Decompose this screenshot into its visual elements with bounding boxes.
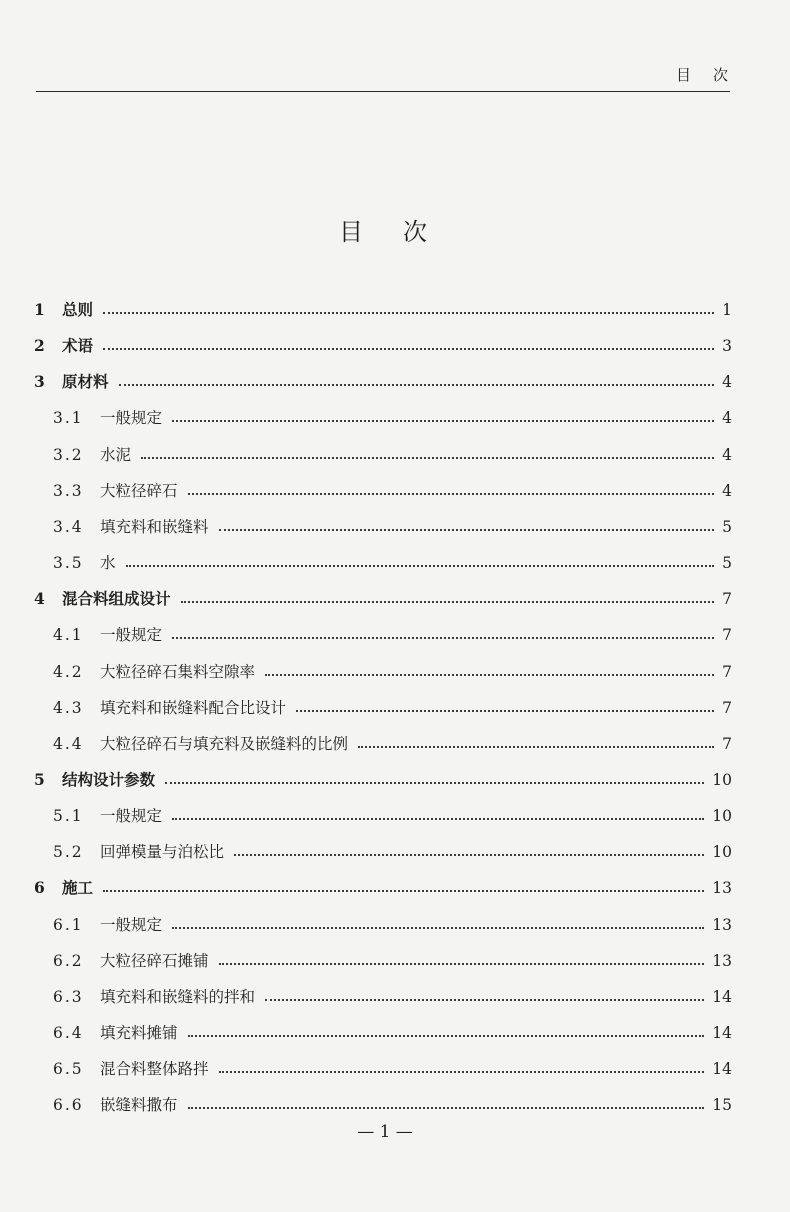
toc-entry-title: 大粒径碎石集料空隙率 (100, 662, 256, 681)
toc-entry-page: 7 (722, 734, 732, 753)
toc-entry-leader (188, 1035, 704, 1037)
toc-entry[interactable] (0, 509, 790, 545)
toc-entry-title: 总则 (62, 301, 94, 319)
toc-entry[interactable] (0, 400, 790, 436)
toc-entry-page: 5 (722, 517, 732, 536)
toc-entry[interactable] (0, 762, 790, 798)
toc-entry[interactable] (0, 690, 790, 726)
toc-entry[interactable] (0, 437, 790, 473)
toc-entry[interactable] (0, 1087, 790, 1123)
header-rule (36, 91, 730, 92)
toc-entry-title: 大粒径碎石摊铺 (100, 951, 209, 970)
toc-entry-page: 10 (712, 807, 732, 826)
toc-entry-page: 7 (722, 662, 732, 681)
toc-entry-number: 4 (34, 589, 45, 609)
toc-entry[interactable] (0, 617, 790, 653)
toc-entry-page: 4 (722, 481, 732, 500)
toc-entry-number: 1 (34, 300, 45, 319)
toc-entry[interactable] (0, 1015, 790, 1051)
toc-entry-leader (219, 1071, 704, 1073)
toc-entry[interactable] (0, 581, 790, 617)
toc-entry-page: 14 (712, 1024, 732, 1042)
toc-entry-title: 混合料组成设计 (62, 590, 171, 609)
toc-entry-leader (103, 312, 714, 314)
toc-entry-leader (358, 746, 714, 748)
toc-entry-title: 填充料和嵌缝料 (100, 517, 209, 536)
toc-entry-title: 水 (100, 554, 116, 573)
toc-entry-page: 14 (712, 1060, 732, 1079)
toc-entry-page: 7 (722, 698, 732, 717)
toc-entry-number: 4.2 (53, 662, 84, 681)
toc-entry-leader (296, 710, 714, 712)
toc-entry[interactable] (0, 1051, 790, 1087)
toc-entry-number: 5.2 (53, 843, 84, 862)
toc-entry-number: 3.3 (53, 481, 84, 500)
toc-entry-leader (188, 493, 714, 495)
toc-entry-number: 3.5 (53, 554, 84, 573)
toc-entry-number: 4.3 (53, 698, 84, 717)
toc-entry-leader (103, 348, 714, 350)
toc-entry-number: 4.1 (53, 626, 84, 645)
toc-entry-page: 13 (712, 879, 732, 898)
toc-entry-title: 原材料 (62, 373, 109, 392)
toc-entry-title: 填充料摊铺 (100, 1024, 178, 1042)
toc-entry[interactable] (0, 907, 790, 943)
toc-entry-title: 一般规定 (100, 409, 163, 428)
toc-entry-number: 6.2 (53, 951, 84, 970)
toc-entry[interactable] (0, 292, 790, 328)
toc-entry-number: 6.5 (53, 1060, 84, 1079)
toc-entry-leader (103, 890, 704, 892)
toc-entry-page: 7 (722, 590, 732, 609)
toc-entry-title: 大粒径碎石 (100, 481, 178, 500)
toc-entry[interactable] (0, 654, 790, 690)
toc-entry[interactable] (0, 870, 790, 906)
toc-entry-number: 3 (34, 372, 45, 392)
toc-entry[interactable] (0, 979, 790, 1015)
toc-entry-number: 6.6 (53, 1096, 84, 1115)
toc-entry-page: 3 (722, 337, 732, 356)
toc-entry[interactable] (0, 364, 790, 400)
toc-entry-leader (119, 384, 714, 386)
toc-entry-title: 大粒径碎石与填充料及嵌缝料的比例 (100, 734, 349, 753)
toc-entry[interactable] (0, 328, 790, 364)
page-title-right: 次 (403, 218, 427, 246)
page-title-left: 目 (339, 218, 363, 246)
toc-entry-leader (126, 565, 714, 567)
toc-entry-title: 混合料整体路拌 (100, 1060, 209, 1079)
toc-entry-page: 1 (722, 301, 732, 319)
toc-entry-title: 填充料和嵌缝料的拌和 (100, 987, 256, 1006)
toc-entry-title: 填充料和嵌缝料配合比设计 (100, 698, 287, 717)
toc-entry[interactable] (0, 834, 790, 870)
toc-entry-page: 4 (722, 409, 732, 428)
toc-entry-leader (141, 457, 714, 459)
toc-entry-number: 5.1 (53, 807, 84, 826)
toc-entry-number: 4.4 (53, 734, 84, 753)
toc-entry-page: 4 (722, 373, 732, 392)
toc-entry-title: 一般规定 (100, 915, 163, 934)
running-header-left: 目 (675, 66, 691, 84)
toc-entry-leader (165, 782, 704, 784)
toc-entry-leader (172, 637, 714, 639)
toc-entry[interactable] (0, 798, 790, 834)
toc-entry[interactable] (0, 726, 790, 762)
toc-entry[interactable] (0, 473, 790, 509)
toc-entry-leader (188, 1107, 704, 1109)
toc-entry-number: 3.1 (53, 409, 84, 428)
toc-entry-number: 2 (34, 336, 45, 356)
toc-entry-number: 6.1 (53, 915, 84, 934)
toc-entry-number: 6.4 (53, 1024, 84, 1042)
toc-entry-number: 3.4 (53, 517, 84, 536)
toc-entry-page: 7 (722, 626, 732, 645)
toc-entry-leader (219, 529, 714, 531)
toc-entry[interactable] (0, 943, 790, 979)
toc-entry-title: 嵌缝料撒布 (100, 1096, 178, 1115)
toc-entry-page: 10 (712, 843, 732, 862)
toc-entry-title: 一般规定 (100, 807, 163, 826)
toc-entry-title: 一般规定 (100, 626, 163, 645)
toc-entry-leader (265, 674, 714, 676)
toc-entry-title: 施工 (62, 879, 94, 898)
page-number: — 1 — (357, 1122, 413, 1142)
toc-entry-leader (172, 818, 704, 820)
toc-entry-leader (172, 927, 704, 929)
toc-entry[interactable] (0, 545, 790, 581)
toc-entry-page: 5 (722, 554, 732, 573)
toc-entry-number: 6.3 (53, 987, 84, 1006)
toc-entry-page: 10 (712, 770, 732, 789)
running-header-right: 次 (712, 66, 728, 84)
toc-entry-title: 术语 (62, 337, 94, 356)
page-title (0, 212, 766, 247)
toc-entry-title: 水泥 (100, 445, 132, 464)
toc-entry-number: 6 (34, 878, 45, 898)
running-header (676, 64, 728, 85)
toc-entry-leader (181, 601, 714, 603)
toc-entry-number: 3.2 (53, 445, 84, 464)
toc-entry-leader (172, 420, 714, 422)
toc-entry-number: 5 (34, 769, 45, 789)
toc-entry-leader (234, 854, 704, 856)
toc-entry-page: 14 (712, 987, 732, 1006)
toc-entry-page: 4 (722, 445, 732, 464)
toc-entry-page: 13 (712, 951, 732, 970)
toc-entry-page: 15 (712, 1096, 732, 1115)
toc-entry-title: 结构设计参数 (62, 770, 156, 789)
toc-entry-page: 13 (712, 915, 732, 934)
toc-entry-title: 回弹模量与泊松比 (100, 843, 225, 862)
toc-entry-leader (219, 963, 704, 965)
toc-entry-leader (265, 999, 704, 1001)
